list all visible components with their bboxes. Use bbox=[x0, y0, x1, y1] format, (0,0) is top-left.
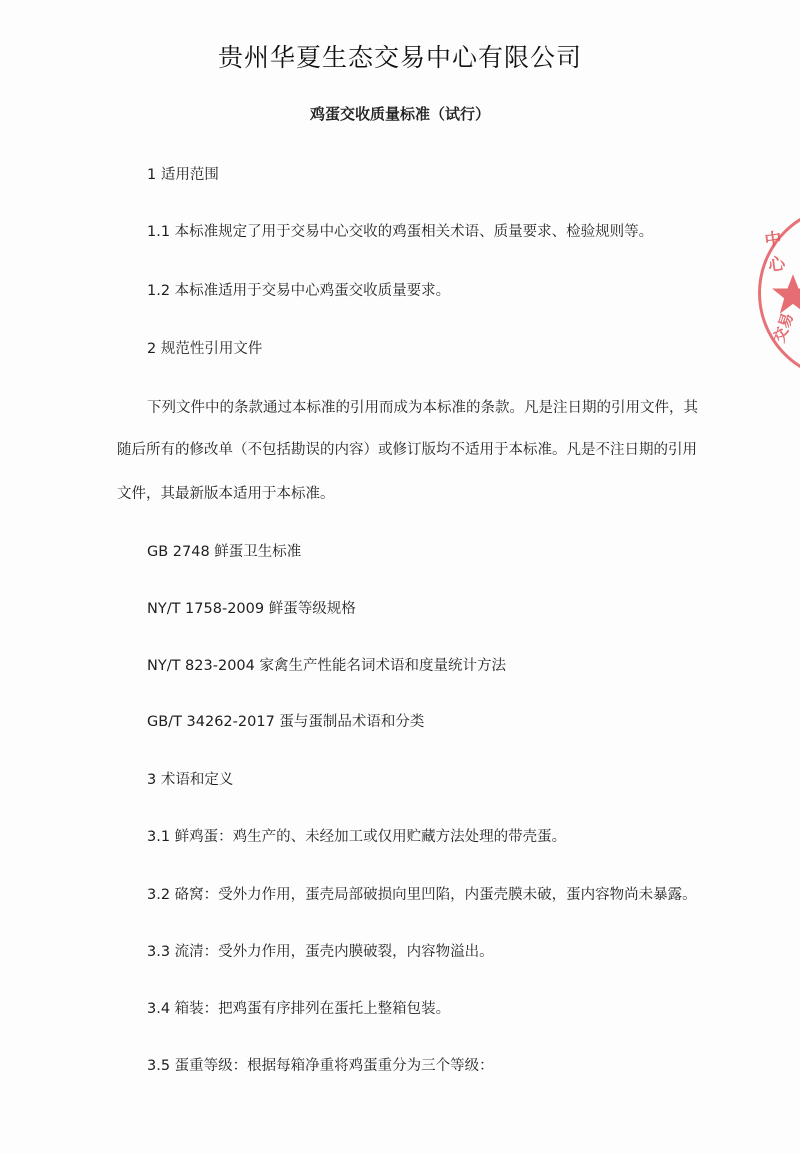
definition-item: 3.1 鲜鸡蛋：鸡生产的、未经加工或仅用贮藏方法处理的带壳蛋。 bbox=[147, 829, 567, 845]
reference-item: NY/T 1758-2009 鲜蛋等级规格 bbox=[147, 601, 356, 617]
paragraph-line: 文件，其最新版本适用于本标准。 bbox=[117, 486, 335, 502]
definition-item: 3.5 蛋重等级：根据每箱净重将鸡蛋重分为三个等级： bbox=[147, 1058, 494, 1074]
seal-star-icon bbox=[771, 272, 800, 316]
seal-text-bottom: 交易 bbox=[769, 310, 798, 345]
clause-1-2: 1.2 本标准适用于交易中心鸡蛋交收质量要求。 bbox=[147, 283, 451, 299]
section-heading-scope: 1 适用范围 bbox=[147, 167, 219, 183]
reference-item: GB 2748 鲜蛋卫生标准 bbox=[147, 544, 302, 560]
definition-item: 3.4 箱装：把鸡蛋有序排列在蛋托上整箱包装。 bbox=[147, 1001, 451, 1017]
reference-item: GB/T 34262-2017 蛋与蛋制品术语和分类 bbox=[147, 714, 425, 730]
document-subtitle: 鸡蛋交收质量标准（试行） bbox=[309, 105, 490, 123]
clause-1-1: 1.1 本标准规定了用于交易中心交收的鸡蛋相关术语、质量要求、检验规则等。 bbox=[147, 224, 654, 240]
paragraph-line: 下列文件中的条款通过本标准的引用而成为本标准的条款。凡是注日期的引用文件，其 bbox=[147, 400, 698, 416]
section-heading-terms: 3 术语和定义 bbox=[147, 772, 234, 788]
section-heading-references: 2 规范性引用文件 bbox=[147, 341, 263, 357]
seal-text-top: 中心 bbox=[763, 229, 788, 277]
definition-item: 3.2 硌窝：受外力作用，蛋壳局部破损向里凹陷，内蛋壳膜未破，蛋内容物尚未暴露。 bbox=[147, 887, 697, 903]
reference-item: NY/T 823-2004 家禽生产性能名词术语和度量统计方法 bbox=[147, 658, 506, 674]
definition-item: 3.3 流清：受外力作用，蛋壳内膜破裂，内容物溢出。 bbox=[147, 944, 494, 960]
paragraph-line: 随后所有的修改单（不包括勘误的内容）或修订版均不适用于本标准。凡是不注日期的引用 bbox=[117, 442, 697, 458]
page-title: 贵州华夏生态交易中心有限公司 bbox=[217, 43, 582, 72]
